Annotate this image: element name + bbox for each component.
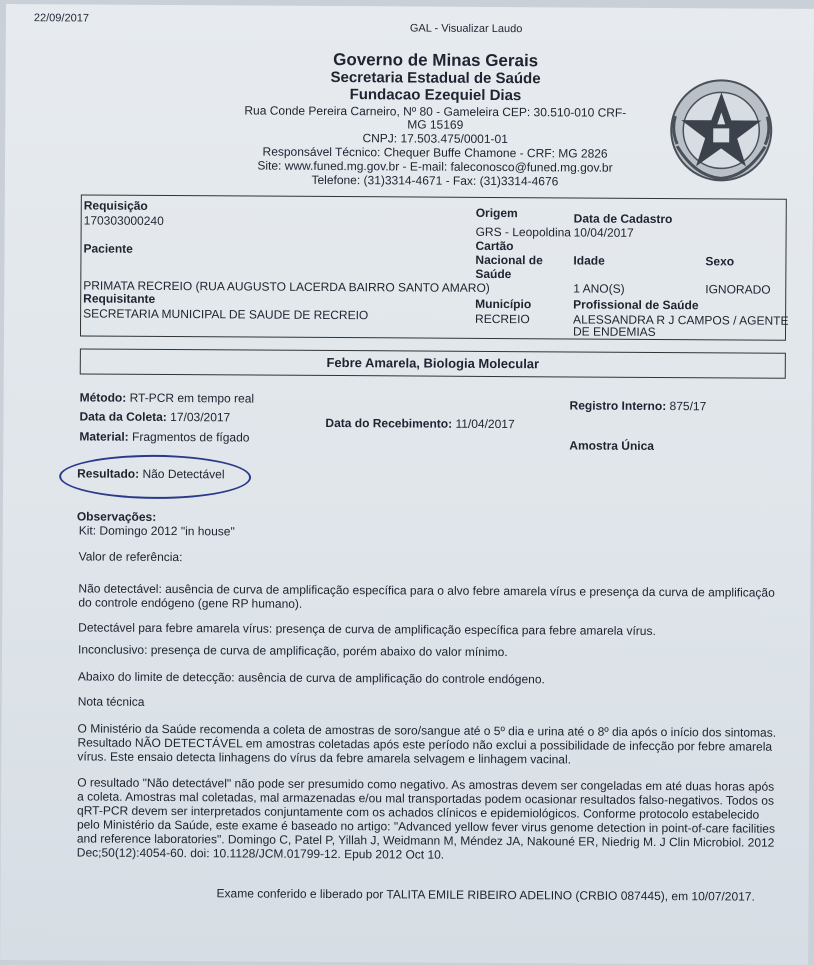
metodo-field: [80, 390, 255, 405]
coleta-value: 17/03/2017: [170, 410, 231, 425]
cartao-label-1: Cartão: [475, 238, 514, 254]
metodo-value: RT-PCR em tempo real: [129, 390, 255, 406]
cartao-label-3: Saúde: [475, 266, 512, 282]
registro-field: [570, 398, 707, 413]
requisicao-value: 170303000240: [83, 213, 164, 228]
inconclusivo-text: Inconclusivo: presença de curva de amplificação, porém abaixo do valor mínimo.: [78, 642, 508, 660]
idade-label: Idade: [573, 253, 605, 268]
lab-report-page: [0, 4, 814, 965]
org-address-2: MG 15169: [407, 117, 464, 132]
idade-value: 1 ANO(S): [573, 281, 625, 296]
amostra-unica: Amostra Única: [569, 438, 655, 453]
print-date: 22/09/2017: [33, 12, 90, 25]
origem-value: GRS - Leopoldina: [475, 224, 572, 240]
origem-label: Origem: [475, 205, 518, 221]
valor-referencia: Valor de referência:: [78, 549, 183, 565]
metodo-label: Método:: [79, 390, 127, 405]
profissional-value-2: DE ENDEMIAS: [572, 324, 656, 339]
recebimento-field: [325, 416, 514, 431]
org-line-2: Secretaria Estadual de Saúde: [330, 68, 541, 88]
registro-value: 875/17: [669, 399, 707, 414]
paciente-value: PRIMATA RECREIO (RUA AUGUSTO LACERDA BAIRRO SANTO AMARO): [83, 278, 490, 295]
kit-text: Kit: Domingo 2012 "in house": [78, 523, 235, 539]
recebimento-value: 11/04/2017: [455, 416, 515, 432]
org-responsavel: Responsável Técnico: Chequer Buffe Chamone - CRF: MG 2826: [262, 144, 608, 161]
detectavel-text: Detectável para febre amarela vírus: presença de curva de amplificação específica para febre amarela vírus.: [78, 620, 656, 638]
org-telefone: Telefone: (31)3314-4671 - Fax: (31)3314-4676: [311, 172, 559, 189]
org-address-1: Rua Conde Pereira Carneiro, Nº 80 - Gameleira CEP: 30.510-010 CRF-: [244, 103, 627, 120]
org-cnpj: CNPJ: 17.503.475/0001-01: [362, 131, 508, 147]
nao-detectavel-text: Não detectável: ausência de curva de amplificação específica para o alvo febre amarela vírus e presença da curva de amplificação do controle endógeno (gene RP humano).: [78, 581, 775, 611]
resultado-label: Resultado:: [77, 466, 140, 481]
ministerio-text: O Ministério da Saúde recomenda a coleta de amostras de soro/sangue até o 5º dia e urina até o 8º dia após o início dos sintomas. Resultado NÃO DETECTÁVEL em amostras coletadas após este período não exclui a possibilidade de infecção por febre amarela vírus. Este ensaio detecta linhagens do vírus da febre amarela selvagem e linhagem vacinal.: [77, 721, 777, 767]
requisitante-label: Requisitante: [83, 291, 156, 306]
data-cadastro-label: Data de Cadastro: [573, 211, 673, 227]
profissional-value-1: ALESSANDRA R J CAMPOS / AGENTE: [573, 312, 789, 328]
org-line-3: Fundacao Ezequiel Dias: [349, 86, 522, 105]
window-title: GAL - Visualizar Laudo: [409, 22, 523, 36]
sexo-value: IGNORADO: [705, 282, 771, 297]
nota-tecnica: Nota técnica: [77, 694, 145, 709]
coleta-label: Data da Coleta:: [79, 409, 167, 424]
material-field: [79, 429, 249, 444]
org-line-1: Governo de Minas Gerais: [333, 49, 539, 71]
recebimento-label: Data do Recebimento:: [325, 415, 453, 431]
coleta-field: [79, 409, 230, 424]
registro-label: Registro Interno:: [569, 398, 667, 414]
data-cadastro-value: 10/04/2017: [573, 225, 634, 240]
material-label: Material:: [79, 429, 129, 444]
coat-of-arms-icon: [665, 76, 778, 185]
resultado-field: [77, 466, 224, 481]
paciente-label: Paciente: [83, 241, 133, 256]
resultado-nd-text: O resultado "Não detectável" não pode ser presumido como negativo. As amostras devem ser congeladas em até duas horas após a coleta. Amostras mal coletadas, mal armazenadas e/ou mal transportadas podem ocasionar resultados falso-negativos. Todos os qRT-PCR devem ser interpretados conjuntamente com os achados clínicos e epidemiológicos. Conforme protocolo estabelecido pelo Ministério da Saúde, este exame é baseado no artigo: "Advanced yellow fever virus genome detection in point-of-care facilities and reference laboratories". Domingo C, Patel P, Yillah J, Weidmann M, Méndez JA, Nakouné ER, Niedrig M. J Clin Microbiol. 2012 Dec;50(12):4054-60. doi: 10.1128/JCM.01799-12. Epub 2012 Oct 10.: [76, 775, 776, 862]
municipio-label: Município: [475, 296, 532, 312]
liberado-text: Exame conferido e liberado por TALITA EMILE RIBEIRO ADELINO (CRBIO 087445), em 10/07/2017.: [216, 886, 755, 904]
municipio-value: RECREIO: [475, 311, 530, 327]
requisitante-value: SECRETARIA MUNICIPAL DE SAUDE DE RECREIO: [83, 306, 369, 323]
material-value: Fragmentos de fígado: [132, 429, 250, 445]
requisicao-label: Requisição: [83, 198, 148, 213]
abaixo-limite-text: Abaixo do limite de detecção: ausência de curva de amplificação do controle endógeno.: [77, 669, 545, 687]
observacoes-label: Observações:: [76, 509, 157, 524]
cartao-label-2: Nacional de: [475, 252, 543, 268]
resultado-value: Não Detectável: [142, 466, 225, 482]
profissional-label: Profissional de Saúde: [573, 297, 699, 313]
sexo-label: Sexo: [705, 254, 735, 269]
org-site: Site: www.funed.mg.gov.br - E-mail: faleconosco@funed.mg.gov.br: [257, 158, 613, 175]
exam-title: Febre Amarela, Biologia Molecular: [80, 348, 786, 378]
requisicao-box: [80, 194, 787, 340]
